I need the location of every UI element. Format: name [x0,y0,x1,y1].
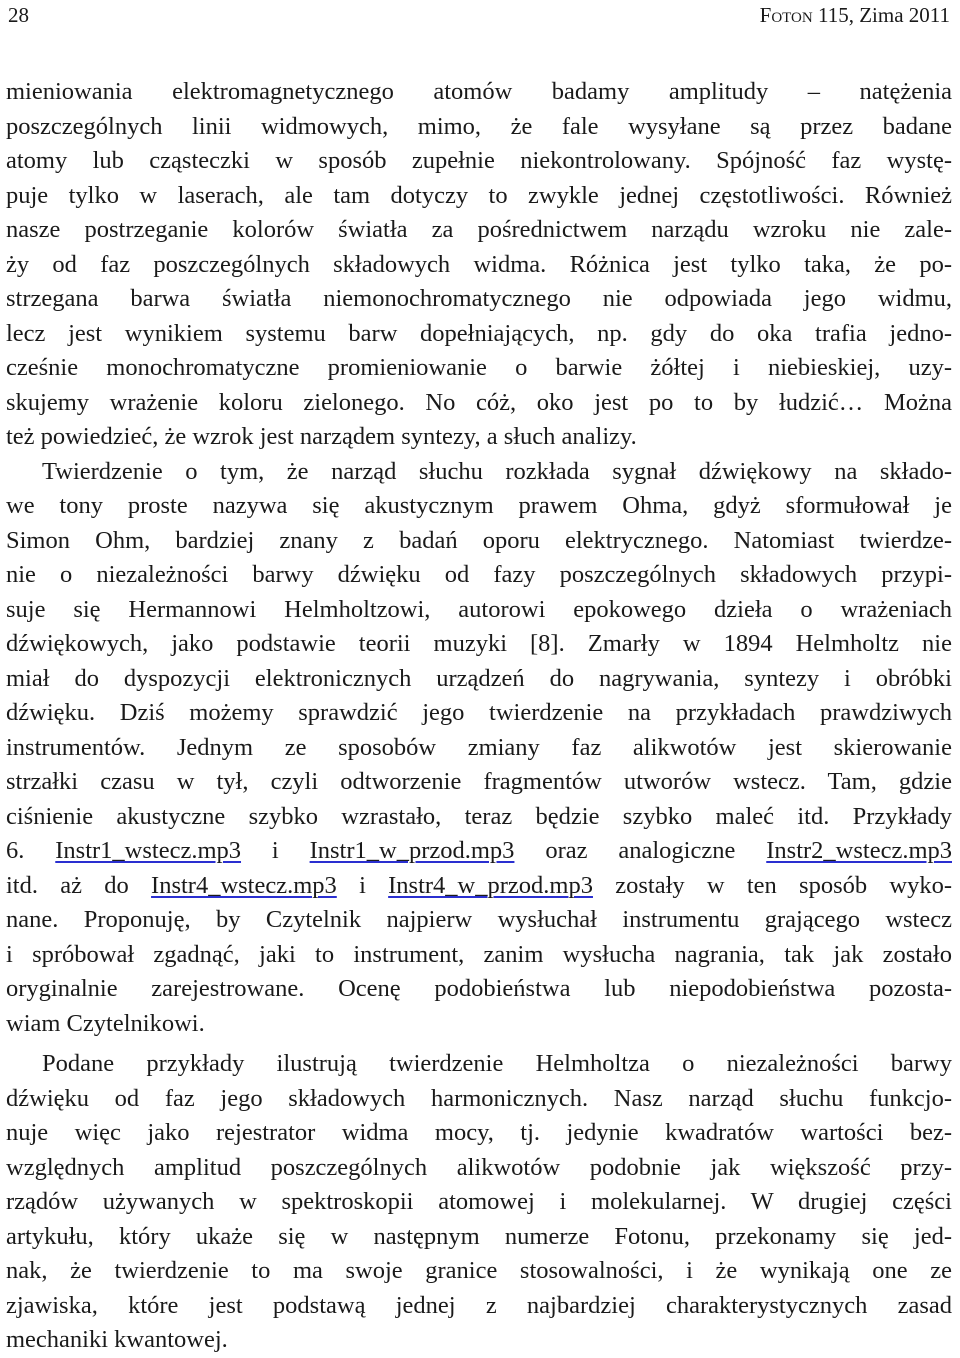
text-line: puje tylko w laserach, ale tam dotyczy to zwykle jednej częstotliwości. Również [6,181,952,209]
text-fragment: oraz analogiczne [514,837,767,864]
text-line: wiam Czytelnikowi. [6,1009,205,1037]
link-instr4-w-przod[interactable]: Instr4_w_przod.mp3 [388,871,593,899]
text-line: lecz jest wynikiem systemu barw dopełniających, np. gdy do oka trafia jedno- [6,319,952,347]
text-line: dźwiękowych, jako podstawie teorii muzyki [8]. Zmarły w 1894 Helmholtz nie [6,630,952,657]
text-fragment: i [336,871,389,899]
page-number: 28 [8,3,29,27]
text-line: instrumentów. Jednym ze sposobów zmiany faz alikwotów jest skierowanie [6,733,952,761]
paragraph-1 [6,75,952,455]
article-body [6,75,952,1358]
link-instr1-w-przod[interactable]: Instr1_w_przod.mp3 [309,837,515,864]
text-line: cześnie monochromatyczne promieniowanie o barwie żółtej i niebieskiej, uzy- [6,354,952,381]
text-line: mechaniki kwantowej. [6,1326,228,1353]
text-line-with-links [6,869,952,904]
text-fragment: zostały w ten sposób wyko- [592,871,952,899]
text-line: artykułu, który ukaże się w następnym numerze Fotonu, przekonamy się jed- [6,1222,952,1250]
text-line: Twierdzenie o tym, że narząd słuchu rozkłada sygnał dźwiękowy na składo- [42,457,952,485]
text-line: ży od faz poszczególnych składowych widma. Różnica jest tylko taka, że po- [6,250,952,278]
paragraph-2 [6,455,952,1042]
text-line: rządów używanych w spektroskopii atomowej i molekularnej. W drugiej części [6,1188,952,1215]
text-line: mieniowania elektromagnetycznego atomów badamy amplitudy – natężenia [6,78,952,105]
text-line: skujemy wrażenie koloru zielonego. No cóż, oko jest po to by łudzić… Można [6,388,952,416]
text-line: nie o niezależności barwy dźwięku od fazy poszczególnych składowych przypi- [6,561,952,588]
page-header [8,2,950,28]
text-fragment: i [241,837,310,864]
text-fragment: 6. [6,837,56,864]
text-line: ciśnienie akustyczne szybko wzrastało, teraz będzie szybko maleć itd. Przykłady [6,802,952,830]
text-line: nuje więc jako rejestrator widma mocy, tj. jedynie kwadratów wartości bez- [6,1119,952,1146]
paragraph-3 [6,1047,952,1358]
text-line: strzałki czasu w tył, czyli odtworzenie fragmentów utworów wstecz. Tam, gdzie [6,768,952,795]
link-instr1-wstecz[interactable]: Instr1_wstecz.mp3 [55,837,242,864]
running-head [760,2,950,28]
text-line: miał do dyspozycji elektronicznych urządzeń do nagrywania, syntezy i obróbki [6,664,952,692]
journal-name: Foton [759,3,813,27]
text-line: strzegana barwa światła niemonochromatycznego nie odpowiada jego widmu, [6,285,952,312]
text-line: suje się Hermannowi Helmholtzowi, autorowi epokowego dzieła o wrażeniach [6,595,952,623]
text-line: względnych amplitud poszczególnych alikwotów podobnie jak większość przy- [6,1153,952,1181]
text-line: oryginalnie zarejestrowane. Ocenę podobieństwa lub niepodobieństwa pozosta- [6,975,952,1002]
text-line: we tony proste nazywa się akustycznym prawem Ohma, gdyż sformułował je [6,492,952,519]
text-line: dźwięku od faz jego składowych harmonicznych. Nasz narząd słuchu funkcjo- [6,1084,952,1112]
link-instr4-wstecz[interactable]: Instr4_wstecz.mp3 [151,871,337,899]
text-line: atomy lub cząsteczki w sposób zupełnie niekontrolowany. Spójność faz wystę- [6,147,952,174]
text-line: Podane przykłady ilustrują twierdzenie Helmholtza o niezależności barwy [42,1050,952,1077]
text-line: nasze postrzeganie kolorów światła za pośrednictwem narządu wzroku nie zale- [6,216,952,243]
issue-info: 115, Zima 2011 [812,3,950,27]
text-line: nak, że twierdzenie to ma swoje granice stosowalności, i że wynikają one ze [6,1257,952,1284]
link-instr2-wstecz[interactable]: Instr2_wstecz.mp3 [766,837,952,864]
text-line: nane. Proponuję, by Czytelnik najpierw wysłuchał instrumentu grającego wstecz [6,906,952,933]
text-line: dźwięku. Dziś możemy sprawdzić jego twierdzenie na przykładach prawdziwych [6,699,952,726]
text-line: Simon Ohm, bardziej znany z badań oporu elektrycznego. Natomiast twierdze- [6,526,952,554]
text-line: też powiedzieć, że wzrok jest narządem syntezy, a słuch analizy. [6,423,637,450]
text-line-with-links [6,834,952,869]
text-fragment: itd. aż do [6,871,152,899]
text-line: i spróbował zgadnąć, jaki to instrument, zanim wysłucha nagrania, tak jak zostało [6,940,952,968]
text-line: poszczególnych linii widmowych, mimo, że fale wysyłane są przez badane [6,112,952,140]
text-line: zjawiska, które jest podstawą jednej z najbardziej charakterystycznych zasad [6,1291,952,1319]
